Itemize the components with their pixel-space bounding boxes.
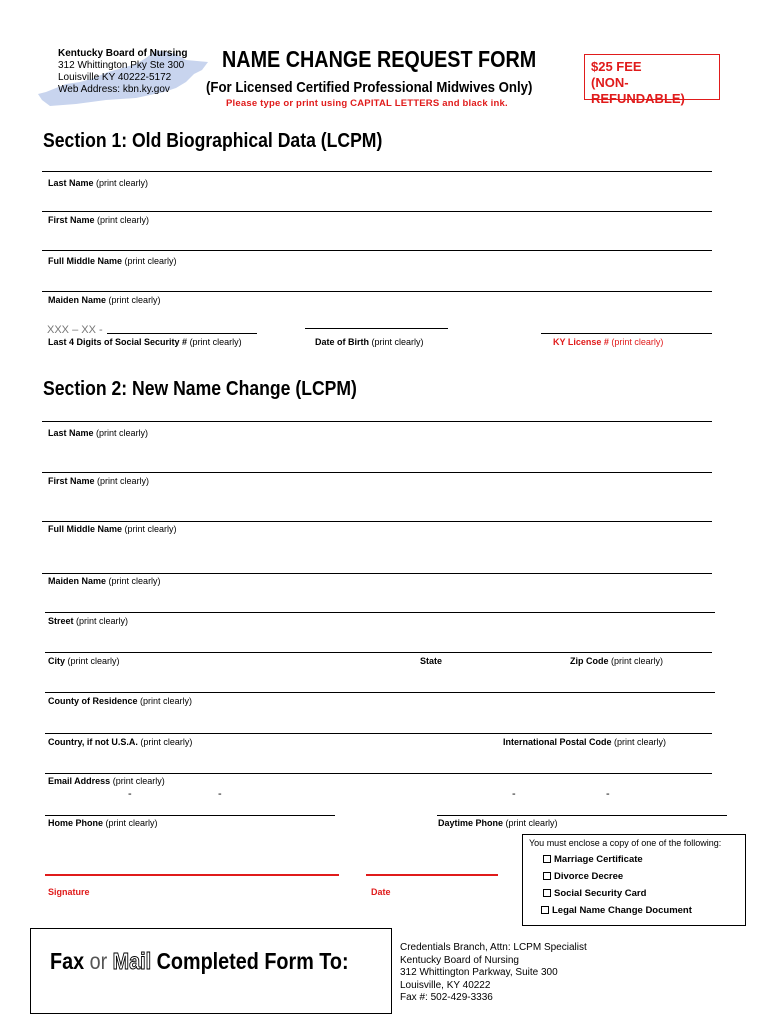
s2-maiden-name-label: Maiden Name (print clearly)	[48, 576, 161, 586]
fee-note: (NON-REFUNDABLE)	[591, 75, 685, 106]
s2-street-label: Street (print clearly)	[48, 616, 129, 626]
form-instruction: Please type or print using CAPITAL LETTERS and black ink.	[226, 98, 508, 109]
s1-ssn-label: Last 4 Digits of Social Security # (print clearly)	[48, 337, 242, 347]
s2-home-phone-label: Home Phone (print clearly)	[48, 818, 158, 828]
mailing-address	[400, 942, 587, 1005]
s2-daytime-phone-label: Daytime Phone (print clearly)	[438, 818, 558, 828]
signature-field[interactable]	[45, 874, 339, 876]
agency-city: Louisville KY 40222-5172	[58, 72, 172, 83]
agency-name: Kentucky Board of Nursing	[58, 48, 188, 59]
option-legal-name-change[interactable]: Legal Name Change Document	[541, 905, 692, 916]
ssn-prefix-hint: XXX – XX -	[47, 324, 103, 336]
s2-last-name-field[interactable]	[42, 421, 712, 422]
checkbox-icon[interactable]	[543, 872, 551, 880]
address-line-1: Credentials Branch, Attn: LCPM Specialist	[400, 942, 587, 953]
option-divorce-decree[interactable]: Divorce Decree	[543, 871, 623, 882]
s2-email-field[interactable]	[45, 773, 712, 774]
s2-email-label: Email Address (print clearly)	[48, 776, 165, 786]
enclosure-requirements-box	[522, 834, 746, 926]
agency-address-block	[58, 48, 187, 96]
date-label: Date	[371, 887, 391, 897]
fee-amount: $25 FEE	[591, 59, 642, 74]
s2-city-label: City (print clearly)	[48, 656, 120, 666]
s1-last-name-label: Last Name (print clearly)	[48, 178, 149, 188]
s2-street-field[interactable]	[45, 612, 715, 613]
s2-home-phone-field[interactable]	[45, 815, 335, 816]
s2-county-field[interactable]	[45, 692, 715, 693]
address-line-5: Fax #: 502-429-3336	[400, 992, 493, 1003]
s2-zip-label: Zip Code (print clearly)	[570, 656, 664, 666]
s1-last-name-field[interactable]	[42, 171, 712, 172]
s1-middle-name-field[interactable]	[42, 250, 712, 251]
address-line-3: 312 Whittington Parkway, Suite 300	[400, 967, 558, 978]
home-phone-dash-2: -	[218, 788, 222, 800]
fee-box	[584, 54, 720, 106]
day-phone-dash-2: -	[606, 788, 610, 800]
option-marriage-certificate[interactable]: Marriage Certificate	[543, 854, 643, 865]
s2-maiden-name-field[interactable]	[42, 573, 712, 574]
s1-ssn-field[interactable]	[107, 333, 257, 334]
checkbox-icon[interactable]	[543, 889, 551, 897]
checkbox-icon[interactable]	[543, 855, 551, 863]
home-phone-dash-1: -	[128, 788, 132, 800]
address-line-4: Louisville, KY 40222	[400, 979, 491, 991]
s1-license-field[interactable]	[541, 333, 712, 334]
s1-license-label: KY License # (print clearly)	[553, 337, 664, 347]
s1-dob-field[interactable]	[305, 328, 448, 329]
form-title: NAME CHANGE REQUEST FORM	[222, 46, 537, 72]
s2-daytime-phone-field[interactable]	[437, 815, 727, 816]
s1-dob-label: Date of Birth (print clearly)	[315, 337, 424, 347]
s1-maiden-name-label: Maiden Name (print clearly)	[48, 295, 161, 305]
s1-first-name-field[interactable]	[42, 211, 712, 212]
footer-instruction: Fax or Mail Completed Form To:	[50, 948, 349, 974]
agency-street: 312 Whittington Pky Ste 300	[58, 60, 185, 71]
form-subtitle: (For Licensed Certified Professional Midwives Only)	[206, 79, 533, 96]
s2-country-label: Country, if not U.S.A. (print clearly)	[48, 737, 193, 747]
enclosure-heading: You must enclose a copy of one of the following:	[529, 838, 722, 848]
address-line-2: Kentucky Board of Nursing	[400, 954, 519, 966]
s2-middle-name-field[interactable]	[42, 521, 712, 522]
s2-first-name-label: First Name (print clearly)	[48, 476, 150, 486]
s2-city-state-zip-field[interactable]	[45, 652, 712, 653]
s2-first-name-field[interactable]	[42, 472, 712, 473]
signature-label: Signature	[48, 887, 90, 897]
s2-middle-name-label: Full Middle Name (print clearly)	[48, 524, 177, 534]
agency-web: Web Address: kbn.ky.gov	[58, 84, 170, 95]
day-phone-dash-1: -	[512, 788, 516, 800]
s1-first-name-label: First Name (print clearly)	[48, 215, 150, 225]
section1-title: Section 1: Old Biographical Data (LCPM)	[43, 130, 383, 152]
s2-intl-postal-label: International Postal Code (print clearly)	[503, 737, 667, 747]
s1-maiden-name-field[interactable]	[42, 291, 712, 292]
section2-title: Section 2: New Name Change (LCPM)	[43, 378, 357, 400]
s2-county-label: County of Residence (print clearly)	[48, 696, 193, 706]
s2-state-label: State	[420, 656, 443, 666]
date-field[interactable]	[366, 874, 498, 876]
s2-country-field[interactable]	[45, 733, 712, 734]
s1-middle-name-label: Full Middle Name (print clearly)	[48, 256, 177, 266]
s2-last-name-label: Last Name (print clearly)	[48, 428, 149, 438]
checkbox-icon[interactable]	[541, 906, 549, 914]
option-social-security-card[interactable]: Social Security Card	[543, 888, 646, 899]
